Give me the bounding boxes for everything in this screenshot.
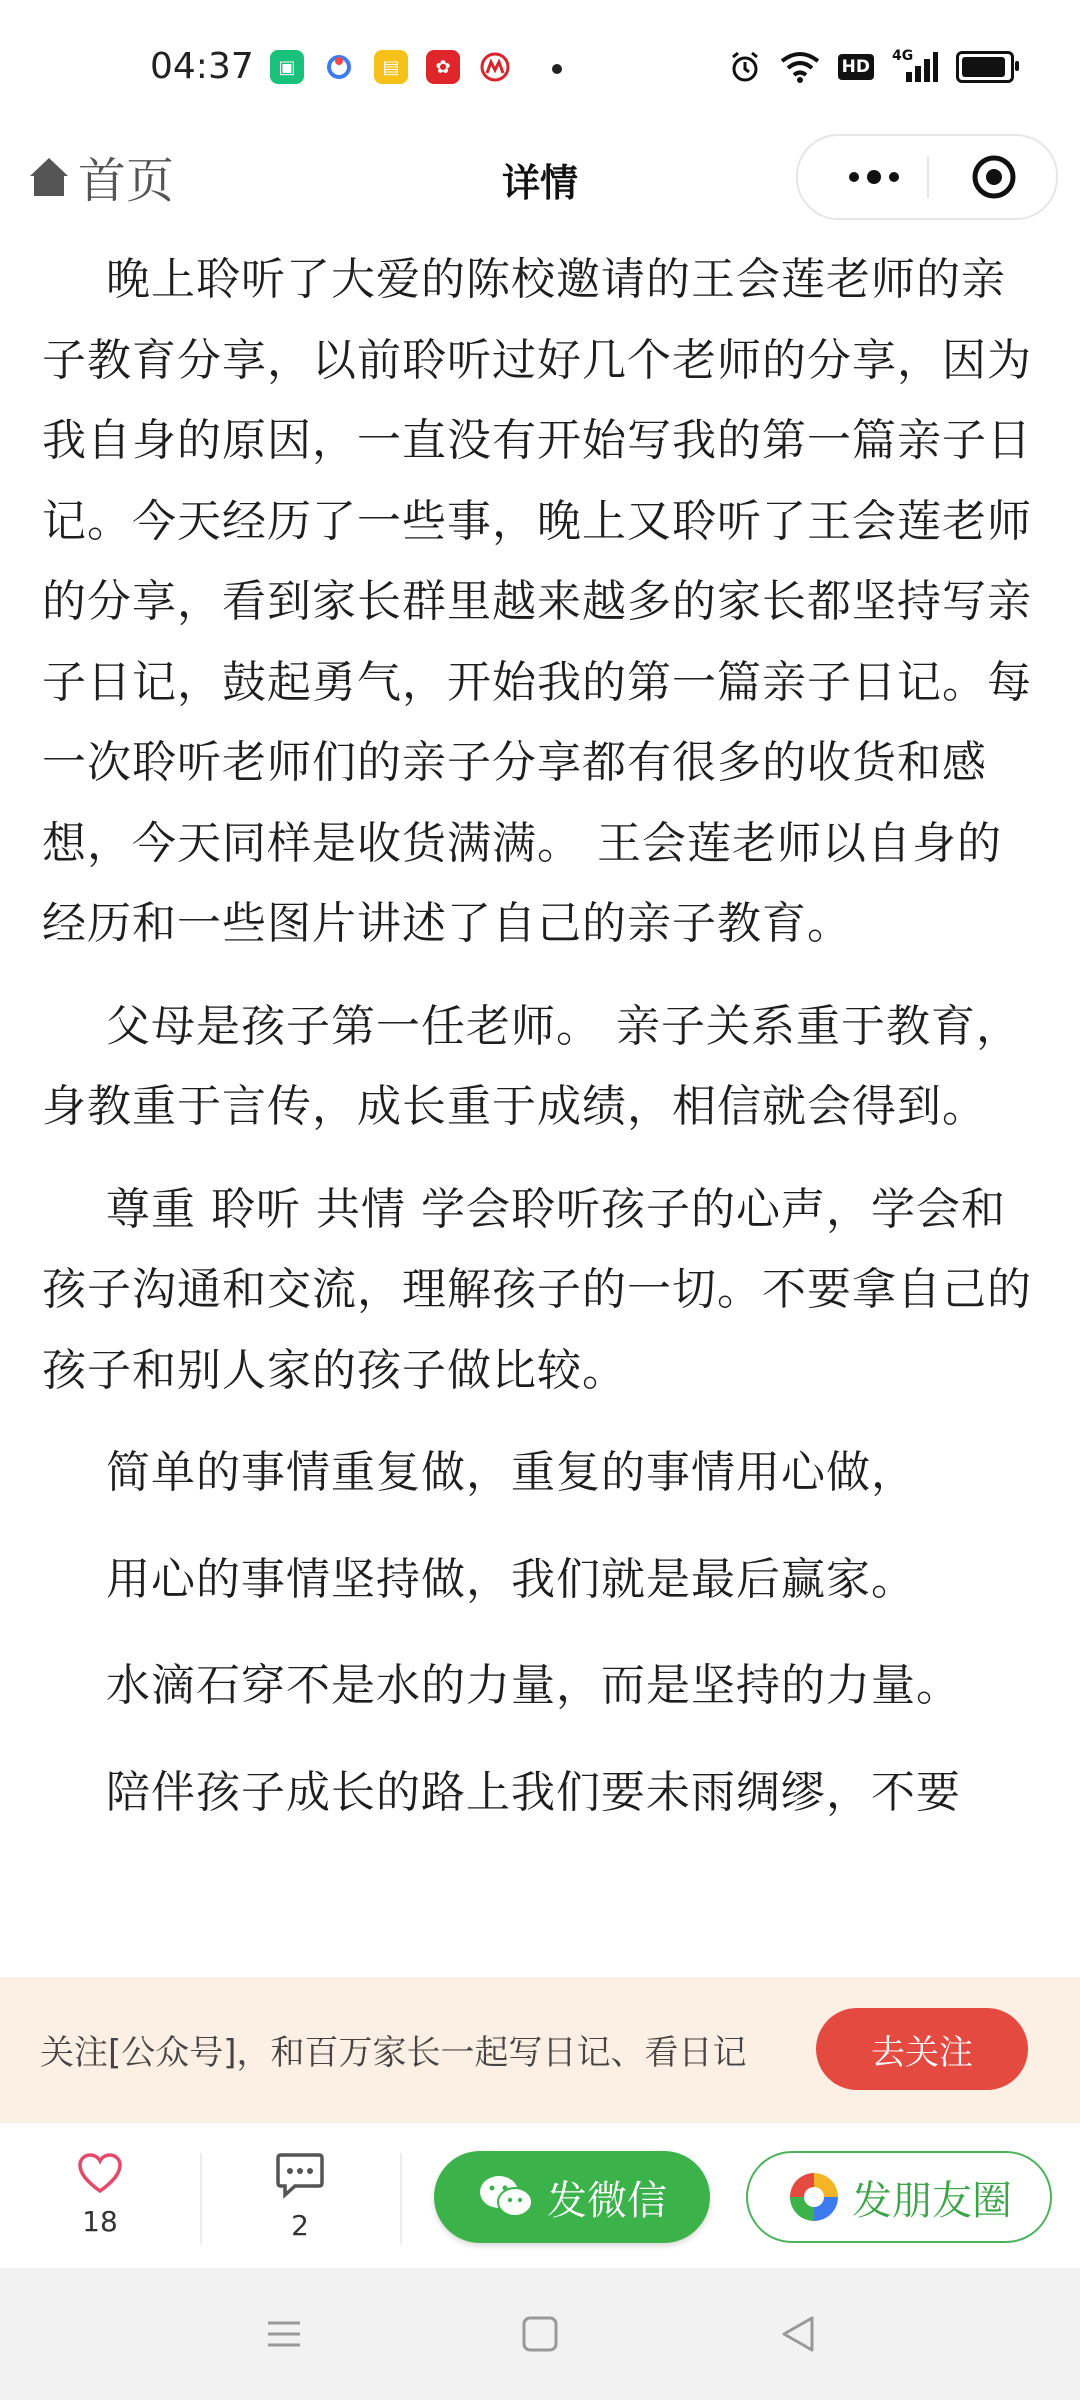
more-dot-icon — [849, 172, 859, 182]
back-nav-button[interactable] — [776, 2312, 820, 2356]
yellow-app-icon: ▤ — [374, 50, 408, 84]
more-dot-icon — [867, 170, 881, 184]
like-button[interactable] — [40, 2151, 160, 2238]
article-paragraph: 简单的事情重复做，重复的事情用心做， — [106, 1447, 916, 1498]
action-separator — [200, 2153, 202, 2245]
alarm-icon — [728, 50, 762, 84]
article-paragraph: 水滴石穿不是水的力量，而是坚持的力量。 — [106, 1660, 961, 1711]
article-paragraph: 晚上聆听了大爱的陈校邀请的王会莲老师的亲子教育分享，以前聆听过好几个老师的分享，因为我自身的原因，一直没有开始写我的第一篇亲子日记。今天经历了一些事，晚上又聆听了王会莲老师的分享，看到家长群里越来越多的家长都坚持写亲子日记，鼓起勇气，开始我的第一篇亲子日记。每一次聆听老师们的亲子分享都有很多的收货和感想，今天同样是收货满满。 王会莲老师以自身的经历和一些图片讲述了自己的亲子教育。 — [42, 254, 1032, 949]
like-count: 18 — [82, 2205, 118, 2238]
close-miniprogram-button[interactable] — [970, 153, 1018, 201]
bottom-action-bar — [0, 2122, 1080, 2269]
status-bar — [0, 0, 1080, 130]
capsule-divider — [927, 156, 929, 198]
miniprogram-capsule — [796, 134, 1058, 220]
home-label: 首页 — [78, 153, 175, 209]
system-navigation-bar — [0, 2268, 1080, 2400]
colorful-app-icon — [322, 50, 356, 84]
action-separator — [400, 2153, 402, 2245]
home-nav-button[interactable] — [518, 2312, 562, 2356]
page-title: 详情 — [501, 161, 578, 205]
system-icons — [728, 50, 1014, 84]
battery-icon — [956, 50, 1014, 84]
article-body — [42, 240, 1040, 1859]
signal-4g-icon: 4G — [892, 50, 938, 84]
red-app-icon: ✿ — [426, 50, 460, 84]
share-moments-button[interactable] — [746, 2151, 1052, 2243]
share-wechat-button[interactable] — [434, 2151, 710, 2243]
follow-banner-text: 关注[公众号]，和百万家长一起写日记、看日记 — [40, 2033, 747, 2073]
more-notifications-dot — [552, 64, 562, 74]
heart-icon — [76, 2151, 124, 2195]
moments-icon — [786, 2169, 842, 2225]
follow-button[interactable]: 去关注 — [816, 2008, 1028, 2090]
more-options-button[interactable] — [824, 136, 924, 218]
share-wechat-label: 发微信 — [547, 2177, 667, 2224]
wechat-icon — [477, 2172, 535, 2222]
top-navigation — [0, 130, 1080, 230]
article-paragraph: 尊重 聆听 共情 学会聆听孩子的心声，学会和孩子沟通和交流，理解孩子的一切。不要拿自己的孩子和别人家的孩子做比较。 — [42, 1183, 1032, 1396]
menu-nav-button[interactable] — [262, 2312, 306, 2356]
status-time: 04:37 — [150, 46, 254, 87]
comment-button[interactable] — [240, 2151, 360, 2242]
notification-icons — [270, 50, 512, 84]
article-paragraph: 陪伴孩子成长的路上我们要未雨绸缪，不要 — [106, 1766, 961, 1818]
comment-count: 2 — [291, 2209, 309, 2242]
red-badge-app-icon — [478, 50, 512, 84]
wifi-icon — [780, 50, 820, 84]
article-paragraph: 用心的事情坚持做，我们就是最后赢家。 — [106, 1553, 916, 1605]
more-dot-icon — [889, 172, 899, 182]
green-app-icon: ▣ — [270, 50, 304, 84]
share-moments-label: 发朋友圈 — [852, 2177, 1012, 2224]
follow-banner — [0, 1977, 1080, 2122]
hd-icon: HD — [838, 50, 874, 84]
comment-icon — [275, 2151, 325, 2199]
article-paragraph: 父母是孩子第一任老师。 亲子关系重于教育，身教重于言传，成长重于成绩，相信就会得到。 — [42, 1000, 1021, 1132]
